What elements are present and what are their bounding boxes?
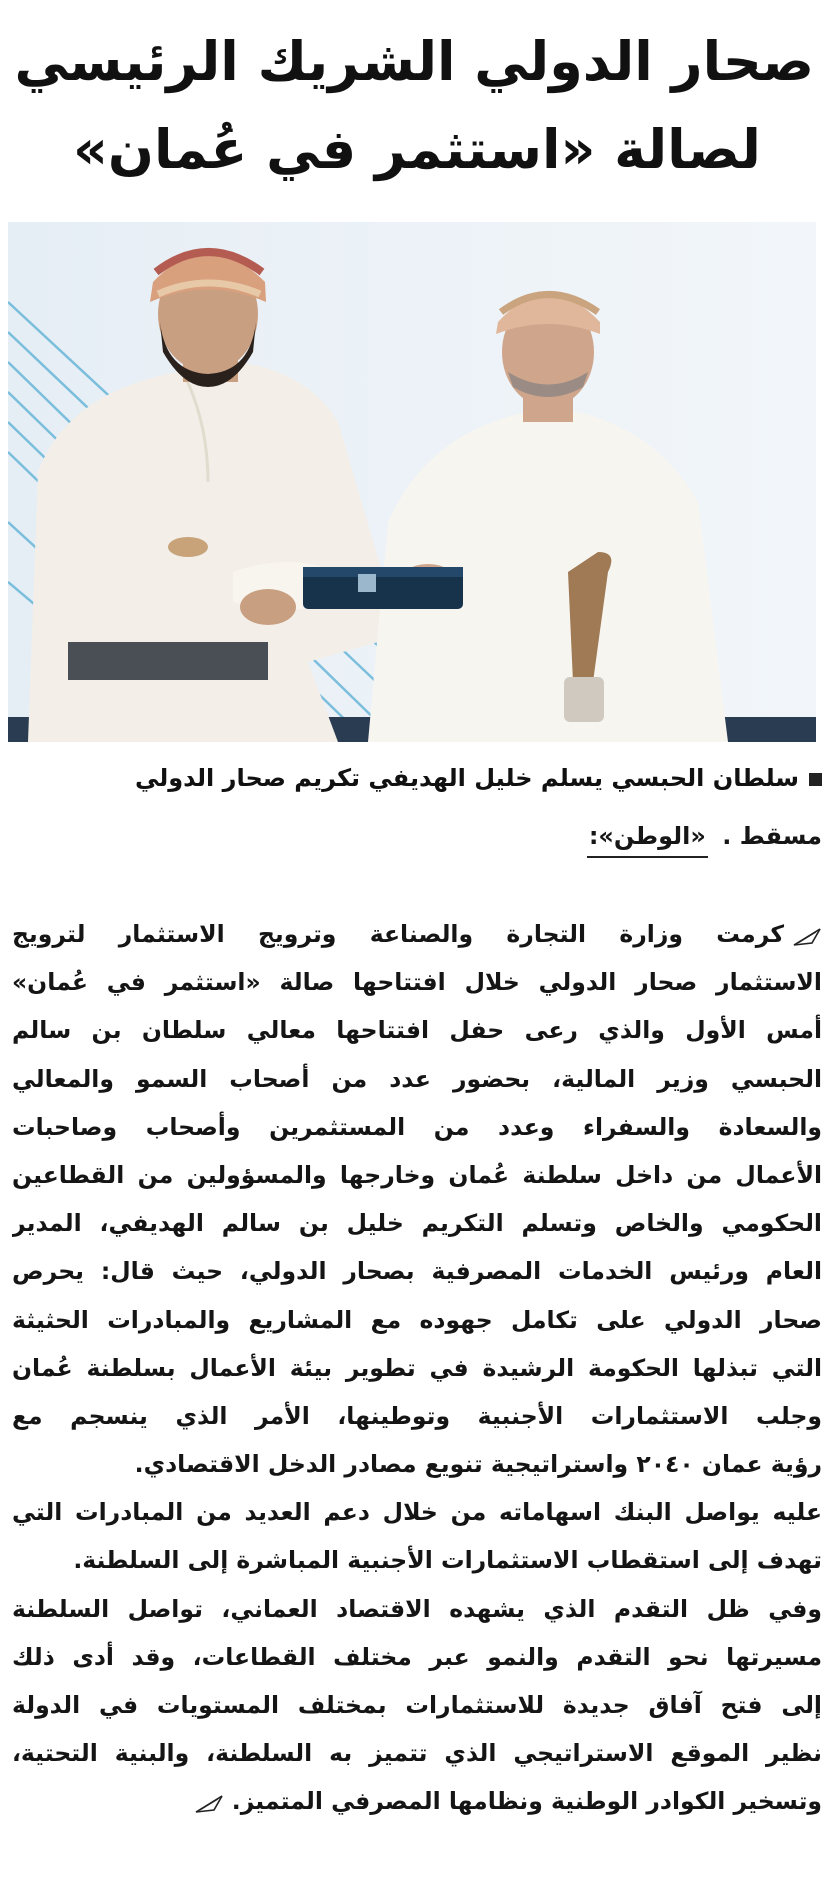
article-line	[12, 910, 822, 958]
article-line-text: الحكومي والخاص وتسلم التكريم خليل بن سالم الهديفي، المدير	[12, 1209, 822, 1238]
dateline-source: «الوطن»:	[587, 816, 708, 858]
article-line	[12, 1247, 822, 1295]
article-line	[12, 1006, 822, 1054]
article-line	[12, 1681, 822, 1729]
dateline-place: مسقط .	[722, 822, 822, 850]
article-line-text: العام ورئيس الخدمات المصرفية بصحار الدولي، حيث قال: يحرص	[12, 1257, 822, 1286]
article-line-text: عليه يواصل البنك اسهاماته من خلال دعم العديد من المبادرات التي	[12, 1498, 822, 1527]
dateline	[587, 816, 822, 858]
article-line-text: الأعمال من داخل سلطنة عُمان وخارجها والمسؤولين من القطاعين	[12, 1160, 822, 1189]
article-line	[12, 1392, 822, 1440]
article-line	[12, 958, 822, 1006]
article-line-text: التي تبذلها الحكومة الرشيدة في تطوير بيئة الأعمال بسلطنة عُمان	[12, 1353, 822, 1382]
quill-start-icon	[792, 925, 822, 947]
caption-text: سلطان الحبسي يسلم خليل الهديفي تكريم صحار الدولي	[134, 764, 799, 792]
article-line	[12, 1488, 822, 1536]
article-line-text: والسعادة والسفراء وعدد من المستثمرين وأصحاب وصاحبات	[12, 1112, 822, 1141]
article-line-text: كرمت وزارة التجارة والصناعة وترويج الاستثمار لترويج	[12, 920, 784, 948]
photo-illustration	[8, 222, 816, 742]
article-line-text: وفي ظل التقدم الذي يشهده الاقتصاد العماني، تواصل السلطنة	[12, 1594, 822, 1623]
article-line	[12, 1777, 822, 1825]
article-line	[12, 1055, 822, 1103]
article-line-text: إلى فتح آفاق جديدة للاستثمارات بمختلف المستويات في الدولة	[12, 1691, 822, 1719]
article-line-text: وتسخير الكوادر الوطنية ونظامها المصرفي المتميز.	[231, 1787, 822, 1816]
headline-line-1: صحار الدولي الشريك الرئيسي	[14, 30, 814, 93]
article-line	[12, 1103, 822, 1151]
article-line-text: صحار الدولي على تكامل جهوده مع المشاريع والمبادرات الحثيثة	[12, 1305, 822, 1334]
article-line	[12, 1296, 822, 1344]
article-line	[12, 1344, 822, 1392]
article-line-text: الحبسي وزير المالية، بحضور عدد من أصحاب السمو والمعالي	[12, 1064, 822, 1093]
quill-end-icon	[194, 1792, 224, 1814]
headline	[14, 18, 814, 194]
award-box-illustration	[303, 567, 463, 609]
article-line	[12, 1440, 822, 1488]
photo-caption	[12, 758, 822, 798]
article-line-text: تهدف إلى استقطاب الاستثمارات الأجنبية المباشرة إلى السلطنة.	[73, 1546, 822, 1575]
news-photo	[8, 222, 816, 742]
article-line-text: نظير الموقع الاستراتيجي الذي تتميز به السلطنة، والبنية التحتية،	[12, 1739, 822, 1768]
article-line-text: أمس الأول والذي رعى حفل افتتاحها معالي سلطان بن سالم	[12, 1016, 822, 1045]
article-line	[12, 1729, 822, 1777]
article-body	[12, 910, 822, 1826]
article-line	[12, 1585, 822, 1633]
article-line-text: مسيرتها نحو التقدم والنمو عبر مختلف القطاعات، وقد أدى ذلك	[12, 1642, 822, 1671]
article-line	[12, 1151, 822, 1199]
article-line-text: رؤية عمان ٢٠٤٠ واستراتيجية تنويع مصادر الدخل الاقتصادي.	[134, 1450, 822, 1479]
article-line-text: وجلب الاستثمارات الأجنبية وتوطينها، الأمر الذي ينسجم مع	[12, 1401, 822, 1430]
caption-bullet-icon	[809, 773, 822, 786]
article-line	[12, 1536, 822, 1584]
article-line	[12, 1633, 822, 1681]
article-line	[12, 1199, 822, 1247]
headline-line-2: لصالة «استثمر في عُمان»	[73, 118, 761, 181]
article-line-text: الاستثمار صحار الدولي خلال افتتاحها صالة «استثمر في عُمان»	[12, 968, 822, 997]
